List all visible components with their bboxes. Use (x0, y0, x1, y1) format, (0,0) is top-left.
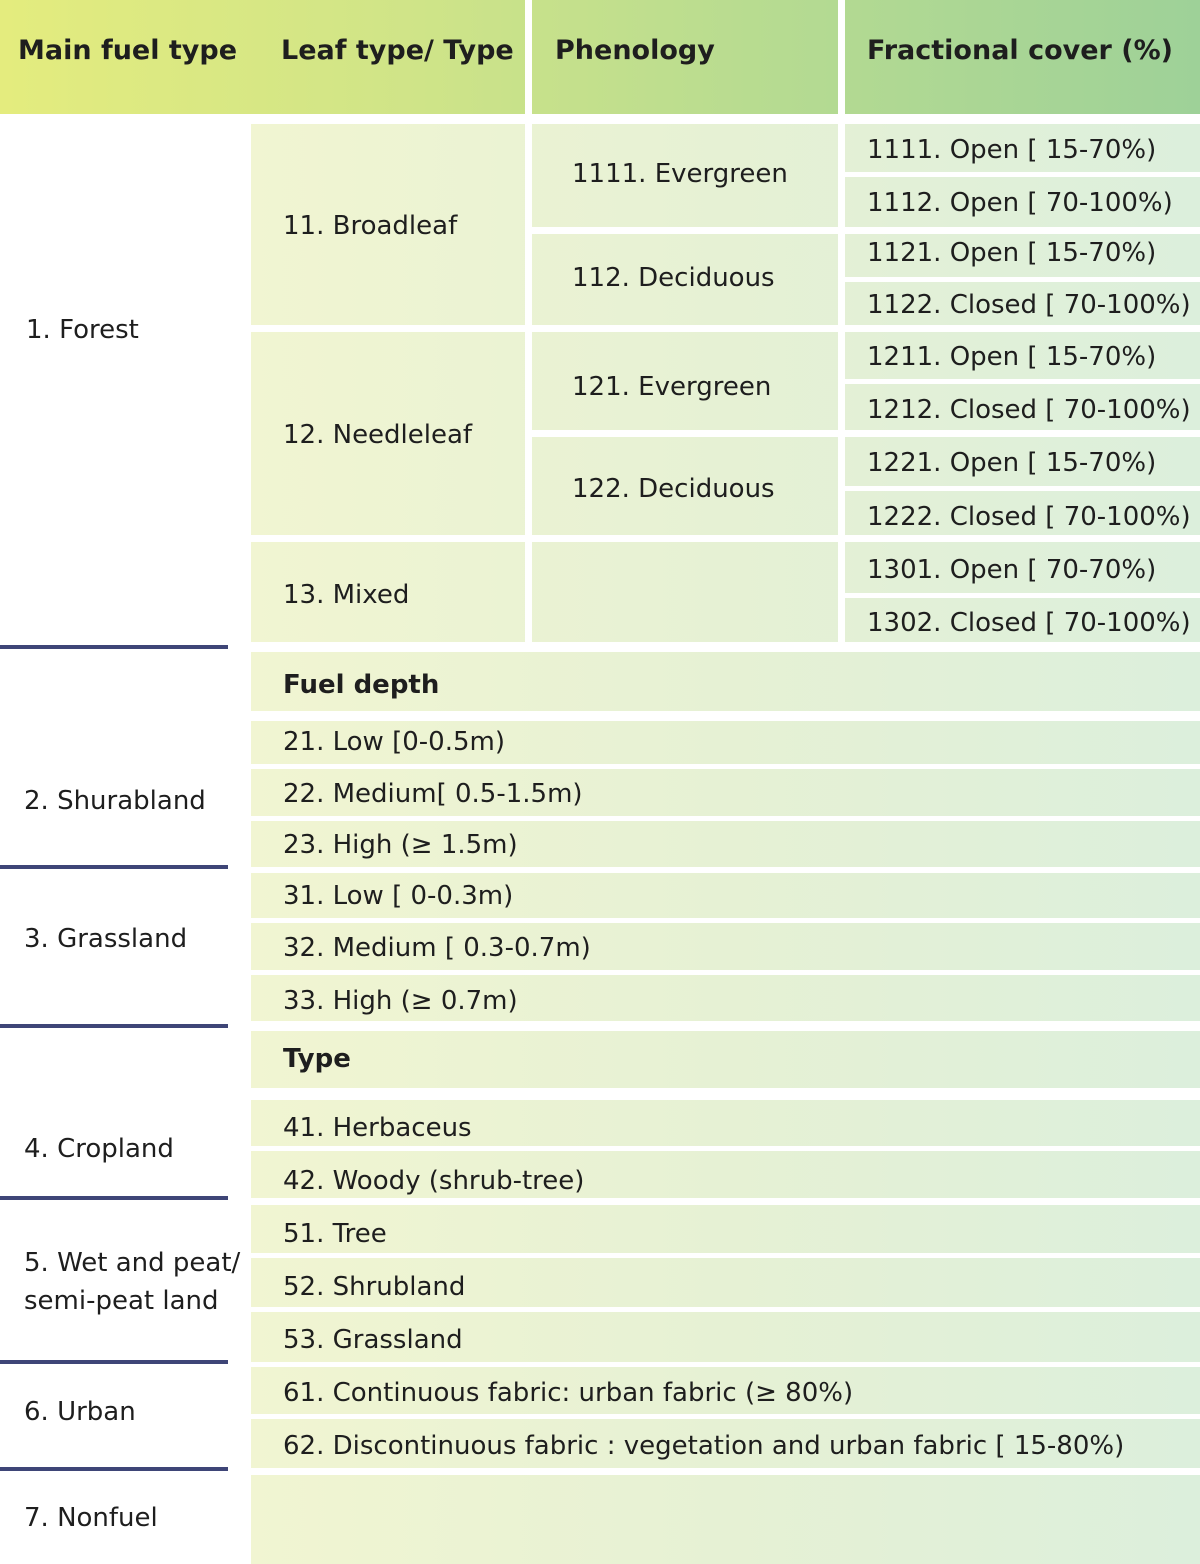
fuel-depth-item: 33. High (≥ 0.7m) (283, 986, 518, 1016)
row-divider (845, 486, 1200, 491)
column-divider (838, 114, 845, 644)
row-divider (251, 1468, 1200, 1475)
type-heading: Type (283, 1044, 351, 1074)
row-divider (251, 535, 525, 542)
row-divider (251, 764, 1200, 769)
cover-1111: 1111. Open [ 15-70%) (867, 135, 1157, 165)
row-divider (532, 430, 838, 437)
leaf-type-broadleaf: 11. Broadleaf (283, 211, 458, 241)
header-divider (525, 0, 532, 114)
phenology-broadleaf-evergreen: 1111. Evergreen (572, 159, 788, 189)
header-leaf-type: Leaf type/ Type (281, 34, 514, 66)
row-divider (532, 325, 838, 332)
section-rule (0, 865, 228, 869)
header-phenology: Phenology (555, 34, 715, 66)
type-item: 51. Tree (283, 1219, 387, 1249)
main-type-wetland: 5. Wet and peat/ semi-peat land (24, 1248, 241, 1316)
main-type-cropland: 4. Cropland (24, 1134, 174, 1164)
cover-1221: 1221. Open [ 15-70%) (867, 448, 1157, 478)
cover-1302: 1302. Closed [ 70-100%) (867, 608, 1191, 638)
section-rule (0, 1360, 228, 1364)
header-fractional-cover: Fractional cover (%) (867, 34, 1173, 66)
row-divider (251, 1253, 1200, 1258)
cover-1301: 1301. Open [ 70-70%) (867, 555, 1157, 585)
leaf-type-needleleaf: 12. Needleleaf (283, 420, 473, 450)
row-divider (251, 325, 525, 332)
header-divider (838, 0, 845, 114)
row-divider (845, 379, 1200, 384)
row-divider (845, 172, 1200, 177)
main-type-nonfuel: 7. Nonfuel (24, 1503, 158, 1533)
cover-1211: 1211. Open [ 15-70%) (867, 342, 1157, 372)
row-divider (532, 535, 838, 542)
section-rule (0, 1467, 228, 1471)
row-divider (251, 970, 1200, 975)
fuel-depth-item: 22. Medium[ 0.5-1.5m) (283, 779, 583, 809)
cover-1212: 1212. Closed [ 70-100%) (867, 395, 1191, 425)
type-item: 62. Discontinuous fabric : vegetation and urban fabric [ 15-80%) (283, 1431, 1125, 1461)
header-main-fuel-type: Main fuel type (18, 34, 238, 66)
phenology-needleleaf-deciduous: 122. Deciduous (572, 474, 775, 504)
main-type-shrubland: 2. Shurabland (24, 786, 206, 816)
main-type-grassland: 3. Grassland (24, 924, 188, 954)
phenology-broadleaf-deciduous: 112. Deciduous (572, 263, 775, 293)
fuel-depth-item: 23. High (≥ 1.5m) (283, 830, 518, 860)
row-divider (845, 593, 1200, 598)
type-item: 53. Grassland (283, 1325, 463, 1355)
main-type-forest: 1. Forest (26, 315, 139, 345)
row-divider (532, 227, 838, 234)
column-divider (525, 114, 532, 644)
fuel-depth-heading: Fuel depth (283, 670, 440, 700)
cover-1121: 1121. Open [ 15-70%) (867, 238, 1157, 268)
row-divider (251, 867, 1200, 873)
section-rule (0, 1024, 228, 1028)
cover-1112: 1112. Open [ 70-100%) (867, 188, 1173, 218)
fuel-depth-item: 32. Medium [ 0.3-0.7m) (283, 933, 591, 963)
section-rule (0, 645, 228, 649)
type-item: 41. Herbaceus (283, 1113, 472, 1143)
section-rule (0, 1196, 228, 1200)
row-divider (251, 1362, 1200, 1367)
cover-1122: 1122. Closed [ 70-100%) (867, 290, 1191, 320)
row-divider (251, 1088, 1200, 1100)
row-divider (251, 114, 1200, 124)
row-divider (845, 277, 1200, 282)
type-item: 52. Shrubland (283, 1272, 466, 1302)
leaf-type-mixed: 13. Mixed (283, 580, 410, 610)
fuel-depth-item: 21. Low [0-0.5m) (283, 727, 505, 757)
phenology-needleleaf-evergreen: 121. Evergreen (572, 372, 772, 402)
cover-1222: 1222. Closed [ 70-100%) (867, 502, 1191, 532)
type-item: 42. Woody (shrub-tree) (283, 1166, 585, 1196)
row-divider (251, 918, 1200, 923)
fuel-depth-item: 31. Low [ 0-0.3m) (283, 881, 514, 911)
main-type-urban: 6. Urban (24, 1397, 136, 1427)
row-divider (251, 816, 1200, 821)
type-item: 61. Continuous fabric: urban fabric (≥ 80%) (283, 1378, 854, 1408)
